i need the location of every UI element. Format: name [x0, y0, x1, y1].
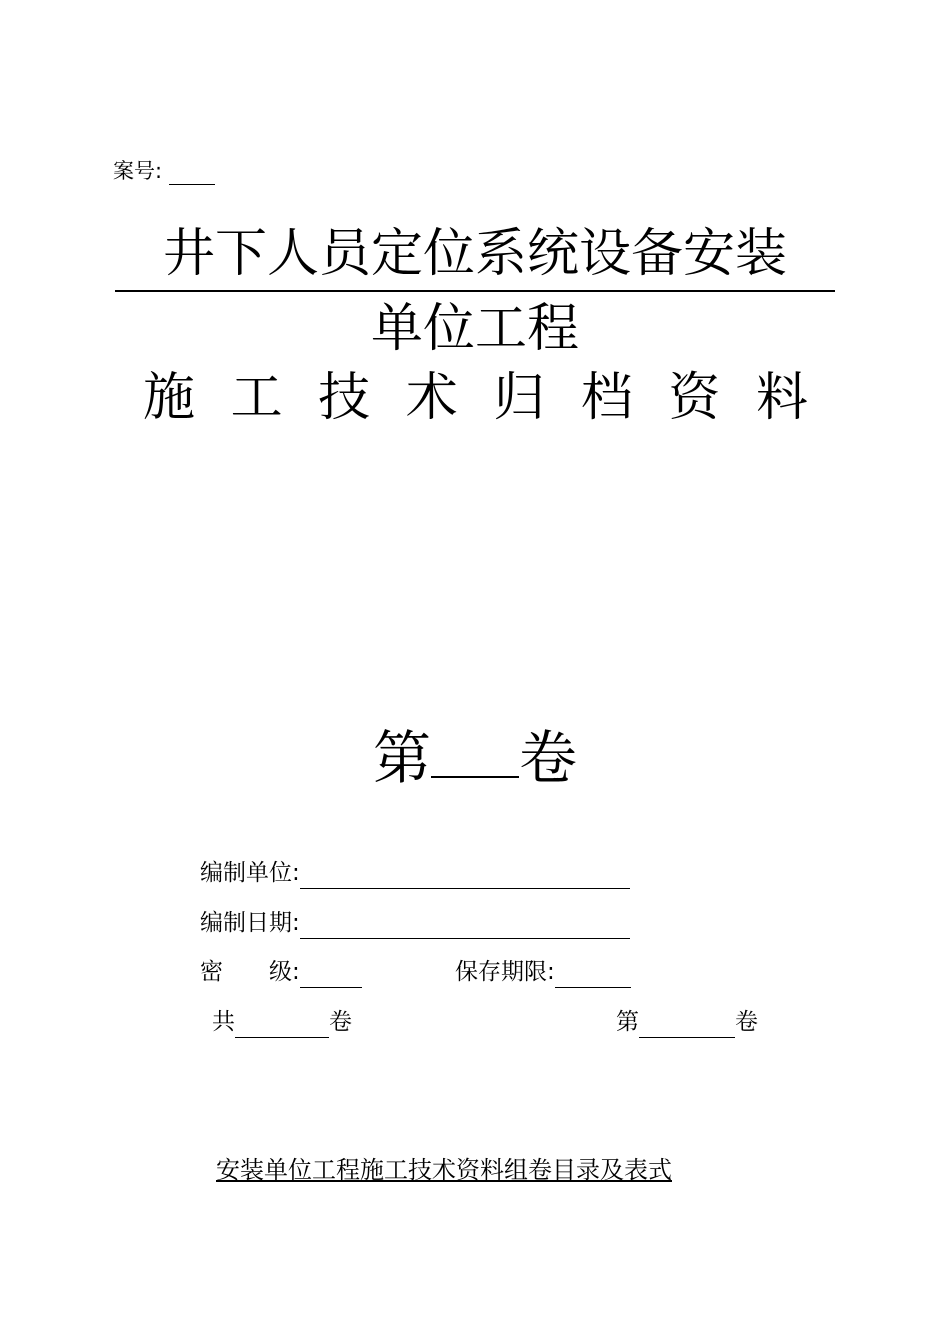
footer-caption: 安装单位工程施工技术资料组卷目录及表式: [216, 1156, 672, 1184]
volume-no-blank[interactable]: [639, 1015, 735, 1038]
date-label: 编制日期:: [200, 910, 300, 936]
compiler-blank[interactable]: [300, 866, 630, 889]
volume-suffix: 卷: [519, 724, 578, 792]
secret-level-blank[interactable]: [300, 965, 362, 988]
title-char: 档: [580, 368, 633, 428]
total-volumes-field: [212, 1006, 352, 1038]
total-suffix: 卷: [329, 1009, 352, 1035]
total-blank[interactable]: [235, 1015, 329, 1038]
volume-blank[interactable]: [431, 720, 519, 778]
title-char: 施: [143, 368, 196, 428]
retention-field: [455, 956, 631, 988]
volume-no-suffix: 卷: [735, 1009, 758, 1035]
date-field: [200, 907, 630, 939]
volume-prefix: 第: [372, 724, 431, 792]
title-char: 料: [755, 368, 808, 428]
volume-no-field: [616, 1006, 758, 1038]
case-number-blank[interactable]: [169, 162, 215, 185]
project-title-line3: [143, 362, 808, 434]
title-char: 归: [493, 368, 546, 428]
compiler-field: [200, 857, 630, 889]
project-title-line2: 单位工程: [370, 299, 579, 359]
date-blank[interactable]: [300, 916, 630, 939]
case-number: [113, 157, 215, 185]
title-char: 工: [230, 368, 283, 428]
retention-blank[interactable]: [555, 965, 631, 988]
title-char: 资: [668, 368, 721, 428]
title-char: 术: [405, 368, 458, 428]
total-prefix: 共: [212, 1009, 235, 1035]
secret-level-field: [200, 956, 362, 988]
compiler-label: 编制单位:: [200, 860, 300, 886]
project-title-line1: 井下人员定位系统设备安装: [115, 218, 835, 292]
secret-level-label: 密 级:: [200, 959, 300, 985]
case-number-label: 案号:: [113, 159, 163, 183]
volume-no-prefix: 第: [616, 1009, 639, 1035]
volume-number: [0, 718, 950, 798]
retention-label: 保存期限:: [455, 959, 555, 985]
title-char: 技: [318, 368, 371, 428]
